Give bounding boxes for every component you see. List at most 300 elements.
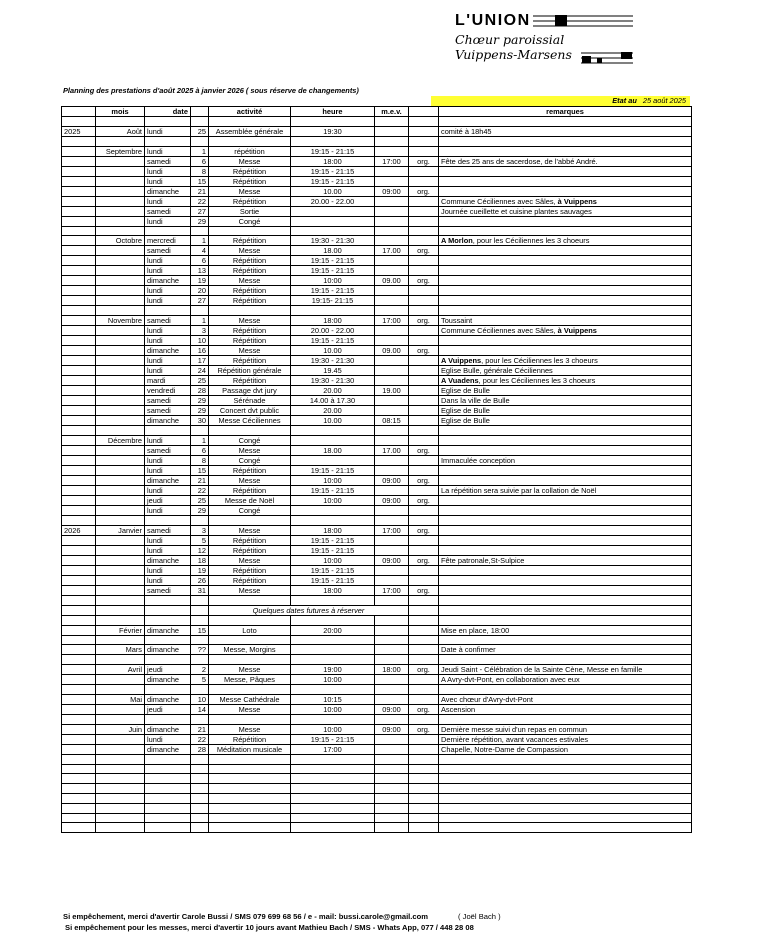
month-cell [96, 565, 145, 575]
year-cell [62, 744, 96, 754]
month-cell [96, 585, 145, 595]
mev-cell [375, 734, 409, 744]
activity-cell: Répétition [209, 286, 291, 296]
time-cell: 17:00 [291, 744, 375, 754]
org-cell [409, 356, 439, 366]
empty-cell [291, 764, 375, 774]
year-cell [62, 286, 96, 296]
activity-cell: Répétition [209, 545, 291, 555]
empty-cell [62, 655, 96, 665]
year-cell [62, 336, 96, 346]
day-cell: samedi [145, 585, 191, 595]
table-row [62, 645, 692, 655]
mev-cell: 17:00 [375, 585, 409, 595]
month-cell [96, 486, 145, 496]
empty-cell [145, 117, 191, 127]
mev-cell: 09:00 [375, 476, 409, 486]
table-row [62, 166, 692, 176]
date-number-cell: 10 [191, 694, 209, 704]
month-cell: Septembre [96, 146, 145, 156]
date-number-cell: 29 [191, 506, 209, 516]
empty-cell [191, 516, 209, 526]
empty-cell [62, 605, 96, 615]
remarks-cell [439, 386, 692, 396]
month-cell [96, 555, 145, 565]
mev-cell [375, 236, 409, 246]
table-row [62, 575, 692, 585]
table-row-empty [62, 136, 692, 146]
remarks-highlight: A Morlon [441, 236, 473, 246]
year-cell [62, 675, 96, 685]
mev-cell [375, 206, 409, 216]
empty-cell [96, 635, 145, 645]
org-cell [409, 206, 439, 216]
remarks-cell [439, 555, 692, 565]
remarks-text: Mise en place, 18:00 [441, 625, 510, 635]
empty-cell [439, 794, 692, 804]
org-cell [409, 645, 439, 655]
day-cell: jeudi [145, 496, 191, 506]
remarks-text: , pour les Céciliennes les 3 choeurs [478, 376, 596, 386]
date-number-cell: 19 [191, 276, 209, 286]
empty-cell [145, 516, 191, 526]
activity-cell: Sérénade [209, 396, 291, 406]
year-cell [62, 376, 96, 386]
planning-table-body [62, 117, 692, 833]
remarks-cell [439, 436, 692, 446]
table-row [62, 694, 692, 704]
org-cell: org. [409, 186, 439, 196]
time-cell: 18:00 [291, 525, 375, 535]
org-cell [409, 266, 439, 276]
empty-cell [96, 605, 145, 615]
time-cell [291, 436, 375, 446]
table-row [62, 236, 692, 246]
empty-cell [375, 226, 409, 236]
year-cell [62, 734, 96, 744]
time-cell: 18:00 [291, 585, 375, 595]
activity-cell: Répétition [209, 326, 291, 336]
table-row-empty [62, 685, 692, 695]
empty-cell [62, 615, 96, 625]
year-cell [62, 246, 96, 256]
empty-cell [291, 615, 375, 625]
time-cell: 10:15 [291, 694, 375, 704]
remarks-cell [439, 585, 692, 595]
date-number-cell: 8 [191, 456, 209, 466]
date-number-cell: 25 [191, 496, 209, 506]
empty-cell [145, 595, 191, 605]
table-row-empty [62, 615, 692, 625]
remarks-text: , pour les Céciliennes les 3 choeurs [481, 356, 598, 366]
org-cell [409, 675, 439, 685]
month-cell [96, 744, 145, 754]
empty-cell [409, 823, 439, 833]
org-cell [409, 506, 439, 516]
empty-cell [191, 784, 209, 794]
activity-cell: Messe [209, 476, 291, 486]
mev-cell [375, 406, 409, 416]
month-cell [96, 246, 145, 256]
day-cell: jeudi [145, 704, 191, 714]
remarks-cell [439, 236, 692, 246]
mev-cell [375, 196, 409, 206]
mev-cell [375, 694, 409, 704]
header-activity: activité [209, 107, 291, 117]
table-row-empty [62, 754, 692, 764]
date-number-cell: 29 [191, 216, 209, 226]
remarks-cell [439, 545, 692, 555]
org-cell: org. [409, 156, 439, 166]
empty-cell [62, 685, 96, 695]
year-cell [62, 146, 96, 156]
org-cell [409, 326, 439, 336]
mev-cell [375, 565, 409, 575]
org-cell [409, 296, 439, 306]
org-cell [409, 486, 439, 496]
org-cell [409, 286, 439, 296]
time-cell: 19:15 - 21:15 [291, 146, 375, 156]
empty-cell [96, 813, 145, 823]
empty-cell [209, 306, 291, 316]
empty-cell [62, 595, 96, 605]
year-cell [62, 625, 96, 635]
empty-cell [439, 685, 692, 695]
mev-cell [375, 506, 409, 516]
empty-cell [375, 794, 409, 804]
table-row [62, 156, 692, 166]
activity-cell: Messe [209, 346, 291, 356]
date-number-cell: 6 [191, 256, 209, 266]
mev-cell: 09.00 [375, 276, 409, 286]
remarks-highlight: à Vuippens [557, 196, 597, 206]
empty-cell [96, 226, 145, 236]
table-row [62, 286, 692, 296]
remarks-text: Eglise de Bulle [441, 416, 490, 426]
time-cell: 19:30 [291, 126, 375, 136]
mev-cell [375, 326, 409, 336]
empty-cell [62, 516, 96, 526]
activity-cell: Assemblée générale [209, 126, 291, 136]
table-row [62, 376, 692, 386]
empty-cell [96, 714, 145, 724]
activity-cell: Messe de Noël [209, 496, 291, 506]
day-cell: samedi [145, 525, 191, 535]
date-number-cell: 3 [191, 525, 209, 535]
time-cell [291, 216, 375, 226]
empty-cell [96, 774, 145, 784]
empty-cell [96, 685, 145, 695]
empty-cell [209, 784, 291, 794]
month-cell [96, 476, 145, 486]
remarks-cell [439, 476, 692, 486]
table-row [62, 206, 692, 216]
mev-cell [375, 126, 409, 136]
org-cell: org. [409, 276, 439, 286]
time-cell [291, 456, 375, 466]
empty-cell [145, 605, 191, 615]
table-row-empty [62, 426, 692, 436]
remarks-cell [439, 316, 692, 326]
empty-cell [191, 823, 209, 833]
header-time: heure [291, 107, 375, 117]
empty-cell [62, 754, 96, 764]
empty-cell [291, 136, 375, 146]
empty-cell [375, 803, 409, 813]
empty-cell [191, 306, 209, 316]
empty-cell [191, 754, 209, 764]
date-number-cell: 22 [191, 196, 209, 206]
empty-cell [191, 136, 209, 146]
table-row [62, 176, 692, 186]
empty-cell [62, 803, 96, 813]
month-cell [96, 456, 145, 466]
remarks-cell [439, 486, 692, 496]
month-cell [96, 176, 145, 186]
time-cell: 14.00 à 17.30 [291, 396, 375, 406]
empty-cell [409, 813, 439, 823]
time-cell [291, 645, 375, 655]
empty-cell [409, 226, 439, 236]
empty-cell [62, 117, 96, 127]
date-number-cell: ?? [191, 645, 209, 655]
remarks-cell [439, 146, 692, 156]
time-cell: 20:00 [291, 625, 375, 635]
empty-cell [375, 136, 409, 146]
day-cell: dimanche [145, 476, 191, 486]
org-cell: org. [409, 316, 439, 326]
table-row [62, 535, 692, 545]
empty-cell [375, 685, 409, 695]
time-cell: 20.00 [291, 386, 375, 396]
month-cell [96, 266, 145, 276]
remarks-cell [439, 506, 692, 516]
month-cell [96, 216, 145, 226]
year-cell [62, 156, 96, 166]
month-cell [96, 575, 145, 585]
mev-cell: 19.00 [375, 386, 409, 396]
empty-cell [375, 516, 409, 526]
empty-cell [439, 615, 692, 625]
year-cell [62, 694, 96, 704]
day-cell: dimanche [145, 346, 191, 356]
date-number-cell: 15 [191, 625, 209, 635]
org-cell [409, 535, 439, 545]
empty-cell [439, 714, 692, 724]
day-cell: lundi [145, 286, 191, 296]
org-cell [409, 216, 439, 226]
time-cell: 19:15 - 21:15 [291, 545, 375, 555]
remarks-text: Avec chœur d'Avry-dvt-Pont [441, 694, 533, 704]
date-number-cell: 8 [191, 166, 209, 176]
empty-cell [96, 784, 145, 794]
time-cell: 18.00 [291, 446, 375, 456]
empty-cell [439, 803, 692, 813]
month-cell: Avril [96, 665, 145, 675]
year-cell [62, 486, 96, 496]
org-cell [409, 734, 439, 744]
remarks-text: La répétition sera suivie par la collation de Noël [441, 486, 597, 496]
time-cell: 20.00 - 22.00 [291, 196, 375, 206]
org-cell [409, 436, 439, 446]
empty-cell [375, 615, 409, 625]
empty-cell [439, 226, 692, 236]
empty-cell [375, 655, 409, 665]
year-cell [62, 206, 96, 216]
empty-cell [409, 605, 439, 615]
mev-cell [375, 625, 409, 635]
remarks-text: Commune Céciliennes avec Sâles, [441, 326, 558, 336]
mev-cell [375, 266, 409, 276]
footer-contact-line [63, 912, 501, 921]
empty-cell [375, 306, 409, 316]
org-cell [409, 166, 439, 176]
table-row-empty [62, 516, 692, 526]
date-number-cell: 15 [191, 466, 209, 476]
table-row [62, 406, 692, 416]
remarks-text: Immaculée conception [441, 456, 515, 466]
org-cell [409, 456, 439, 466]
activity-cell: Répétition [209, 266, 291, 276]
table-header-row [62, 107, 692, 117]
empty-cell [291, 595, 375, 605]
table-row-empty [62, 306, 692, 316]
table-row-empty [62, 117, 692, 127]
footer-contact-text: Si empêchement, merci d'avertir Carole Bussi / SMS 079 699 68 56 / e - mail: bussi.carole@gmail.com [63, 912, 429, 921]
empty-cell [409, 615, 439, 625]
year-cell [62, 446, 96, 456]
activity-cell: Messe [209, 276, 291, 286]
date-number-cell: 26 [191, 575, 209, 585]
org-cell [409, 406, 439, 416]
day-cell: lundi [145, 456, 191, 466]
year-cell [62, 256, 96, 266]
remarks-text: Fête patronale,St-Sulpice [441, 555, 525, 565]
year-cell [62, 545, 96, 555]
activity-cell: Répétition [209, 356, 291, 366]
table-row [62, 326, 692, 336]
activity-cell: Messe Cathédrale [209, 694, 291, 704]
empty-cell [375, 764, 409, 774]
day-cell: dimanche [145, 625, 191, 635]
time-cell: 19:15 - 21:15 [291, 535, 375, 545]
empty-cell [409, 426, 439, 436]
year-cell [62, 186, 96, 196]
date-number-cell: 28 [191, 744, 209, 754]
time-cell: 19:15 - 21:15 [291, 734, 375, 744]
day-cell: lundi [145, 196, 191, 206]
empty-cell [409, 764, 439, 774]
day-cell: dimanche [145, 744, 191, 754]
day-cell: jeudi [145, 665, 191, 675]
table-row [62, 555, 692, 565]
day-cell: samedi [145, 396, 191, 406]
day-cell: lundi [145, 296, 191, 306]
empty-cell [145, 784, 191, 794]
year-cell [62, 724, 96, 734]
year-cell [62, 555, 96, 565]
empty-cell [209, 615, 291, 625]
month-cell [96, 356, 145, 366]
empty-cell [291, 794, 375, 804]
header-mev: m.e.v. [375, 107, 409, 117]
org-cell [409, 126, 439, 136]
month-cell [96, 206, 145, 216]
time-cell: 18.00 [291, 246, 375, 256]
remarks-highlight: A Vuippens [441, 356, 482, 366]
org-cell [409, 176, 439, 186]
empty-cell [291, 635, 375, 645]
remarks-cell [439, 734, 692, 744]
day-cell: lundi [145, 565, 191, 575]
empty-cell [409, 784, 439, 794]
table-row [62, 366, 692, 376]
mev-cell: 17.00 [375, 446, 409, 456]
activity-cell: Répétition [209, 176, 291, 186]
year-cell [62, 565, 96, 575]
empty-cell [96, 516, 145, 526]
empty-cell [409, 774, 439, 784]
table-row [62, 256, 692, 266]
empty-cell [439, 774, 692, 784]
empty-cell [145, 136, 191, 146]
empty-cell [375, 784, 409, 794]
empty-cell [145, 813, 191, 823]
year-cell [62, 176, 96, 186]
remarks-text: Chapelle, Notre-Dame de Compassion [441, 744, 568, 754]
table-row-empty [62, 813, 692, 823]
empty-cell [439, 784, 692, 794]
empty-cell [209, 426, 291, 436]
activity-cell: Messe [209, 316, 291, 326]
org-cell [409, 196, 439, 206]
table-row [62, 585, 692, 595]
table-row [62, 266, 692, 276]
empty-cell [409, 685, 439, 695]
table-row-empty [62, 595, 692, 605]
month-cell [96, 535, 145, 545]
activity-cell: répétition [209, 146, 291, 156]
empty-cell [96, 426, 145, 436]
remarks-cell [439, 176, 692, 186]
remarks-cell [439, 416, 692, 426]
empty-cell [96, 803, 145, 813]
planning-table [61, 106, 692, 833]
table-row [62, 316, 692, 326]
activity-cell: Répétition [209, 486, 291, 496]
activity-cell: Répétition [209, 575, 291, 585]
month-cell: Janvier [96, 525, 145, 535]
date-number-cell: 22 [191, 486, 209, 496]
table-row [62, 665, 692, 675]
org-cell [409, 146, 439, 156]
year-cell [62, 585, 96, 595]
time-cell: 19:30 - 21:30 [291, 376, 375, 386]
remarks-cell [439, 166, 692, 176]
date-number-cell: 15 [191, 176, 209, 186]
day-cell: lundi [145, 734, 191, 744]
day-cell: lundi [145, 366, 191, 376]
date-number-cell: 1 [191, 146, 209, 156]
empty-cell [209, 635, 291, 645]
activity-cell: Sortie [209, 206, 291, 216]
table-row [62, 525, 692, 535]
empty-cell [209, 595, 291, 605]
month-cell [96, 704, 145, 714]
date-number-cell: 6 [191, 156, 209, 166]
org-cell [409, 744, 439, 754]
empty-cell [191, 635, 209, 645]
